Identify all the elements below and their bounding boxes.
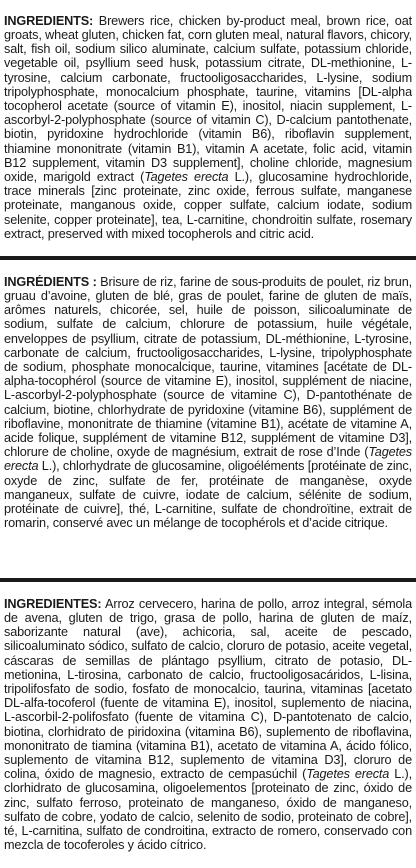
ingredients-french-species: Tagetes erecta (4, 445, 412, 474)
ingredients-english-text: Brewers rice, chicken by-product meal, brown rice, oat groats, wheat gluten, chicken fat, corn gluten meal, natural flavors, chicory, salt, fish oil, sodium silico aluminate, calcium sulfate, potassium chloride, vegetable oil, psyllium seed husk, potassium citrate, DL-methionine, L-tyrosine, calcium carbonate, fructooligosaccharides, L-lysine, sodium tripolyphosphate, monocalcium phosphate, taurine, vitamins [DL-alpha tocopherol acetate (source of vitamin E), inositol, niacin supplement, L-ascorbyl-2-polyphosphate (source of vitamin C), D-calcium pantothenate, biotin, pyridoxine hydrochloride (vitamin B6), riboflavin supplement, thiamine mononitrate (vitamin B1), vitamin A acetate, folic acid, vitamin B12 supplement, vitamin D3 supplement], choline chloride, magnesium oxide, marigold extract ( (4, 13, 412, 184)
ingredients-french-heading: INGRÉDIENTS : (4, 274, 97, 289)
ingredients-english-heading: INGREDIENTS: (4, 13, 94, 28)
section-divider (0, 256, 416, 260)
ingredients-spanish-species: Tagetes erecta (306, 767, 390, 782)
section-divider (0, 578, 416, 582)
ingredients-french (4, 275, 412, 591)
ingredients-spanish-heading: INGREDIENTES: (4, 596, 102, 611)
ingredients-spanish (4, 597, 412, 868)
ingredients-spanish-text: Arroz cervecero, harina de pollo, arroz integral, sémola de avena, gluten de trigo, grasa de pollo, harina de gluten de maíz, saborizante natural (ave), achicoria, sal, aceite de pescado, silicoaluminato sódico, sulfato de calcio, cloruro de potasio, aceite vegetal, cáscaras de semillas de plántago psyllium, citrato de potasio, DL-metionina, L-tirosina, carbonato de calcio, fructooligosacáridos, L-lisina, tripolifosfato de sodio, fosfato de monocalcio, taurina, vitaminas [acetato DL-alfa-tocoferol (fuente de vitamina E), inositol, suplemento de niacina, L-ascorbil-2-polifosfato (fuente de vitamina C), D-pantotenato de calcio, biotina, clorhidrato de piridoxina (vitamina B6), suplemento de riboflavina, mononitrato de tiamina (vitamina B1), acetato de vitamina A, ácido fólico, suplemento de vitamina B12, suplemento de vitamina D3], cloruro de colina, óxido de magnesio, extracto de cempasúchil ( (4, 596, 412, 782)
ingredients-french-text: Brisure de riz, farine de sous-produits de poulet, riz brun, gruau d’avoine, gluten de blé, gras de poulet, farine de gluten de maïs, arômes naturels, chicorée, sel, huile de poisson, silicoaluminate de sodium, sulfate de calcium, chlorure de potassium, huile végétale, enveloppes de psyllium, citrate de potassium, DL-méthionine, L-tyrosine, carbonate de calcium, fructooligosaccharides, L-lysine, tripolyphosphate de sodium, phosphate monocalcique, taurine, vitamines [acétate de DL-alpha-tocophérol (source de vitamine E), inositol, supplément de niacine, L-ascorbyl-2-polyphosphate (source de vitamine C), D-pantothénate de calcium, biotine, chlorhydrate de pyridoxine (vitamine B6), supplément de riboflavine, mononitrate de thiamine (vitamine B1), acétate de vitamine A, acide folique, supplément de vitamine B12, supplément de vitamine D3], chlorure de choline, oxyde de magnésium, extrait de rose d’Inde ( (4, 274, 412, 460)
ingredients-english-text-continued: L.), glucosamine hydrochloride, trace minerals [zinc proteinate, zinc oxide, ferrous sulfate, manganese proteinate, manganous oxide, copper sulfate, calcium iodate, sodium selenite, copper proteinate], tea, L-carnitine, chondroitin sulfate, rosemary extract, preserved with mixed tocopherols and citric acid. (4, 169, 412, 241)
ingredients-english-species: Tagetes erecta (144, 169, 229, 184)
ingredients-english (4, 14, 412, 268)
ingredients-spanish-text-continued: L.), clorhidrato de glucosamina, oligoelementos [proteinato de zinc, óxido de zinc, sulfato ferroso, proteinato de manganeso, óxido de manganeso, sulfato de cobre, yodato de calcio, selenito de sodio, proteinato de cobre], té, L-carnitina, sulfato de condroitina, extracto de romero, conservado con mezcla de tocoferoles y ácido cítrico. (4, 767, 412, 853)
ingredients-french-text-continued: L.), chlorhydrate de glucosamine, oligoéléments [protéinate de zinc, oxyde de zinc, sulfate de fer, protéinate de manganèse, oxyde manganeux, sulfate de cuivre, iodate de calcium, sélénite de sodium, protéinate de cuivre], thé, L-carnitine, sulfate de chondroïtine, extrait de romarin, conservé avec un mélange de tocophérols et d’acide citrique. (4, 459, 412, 531)
